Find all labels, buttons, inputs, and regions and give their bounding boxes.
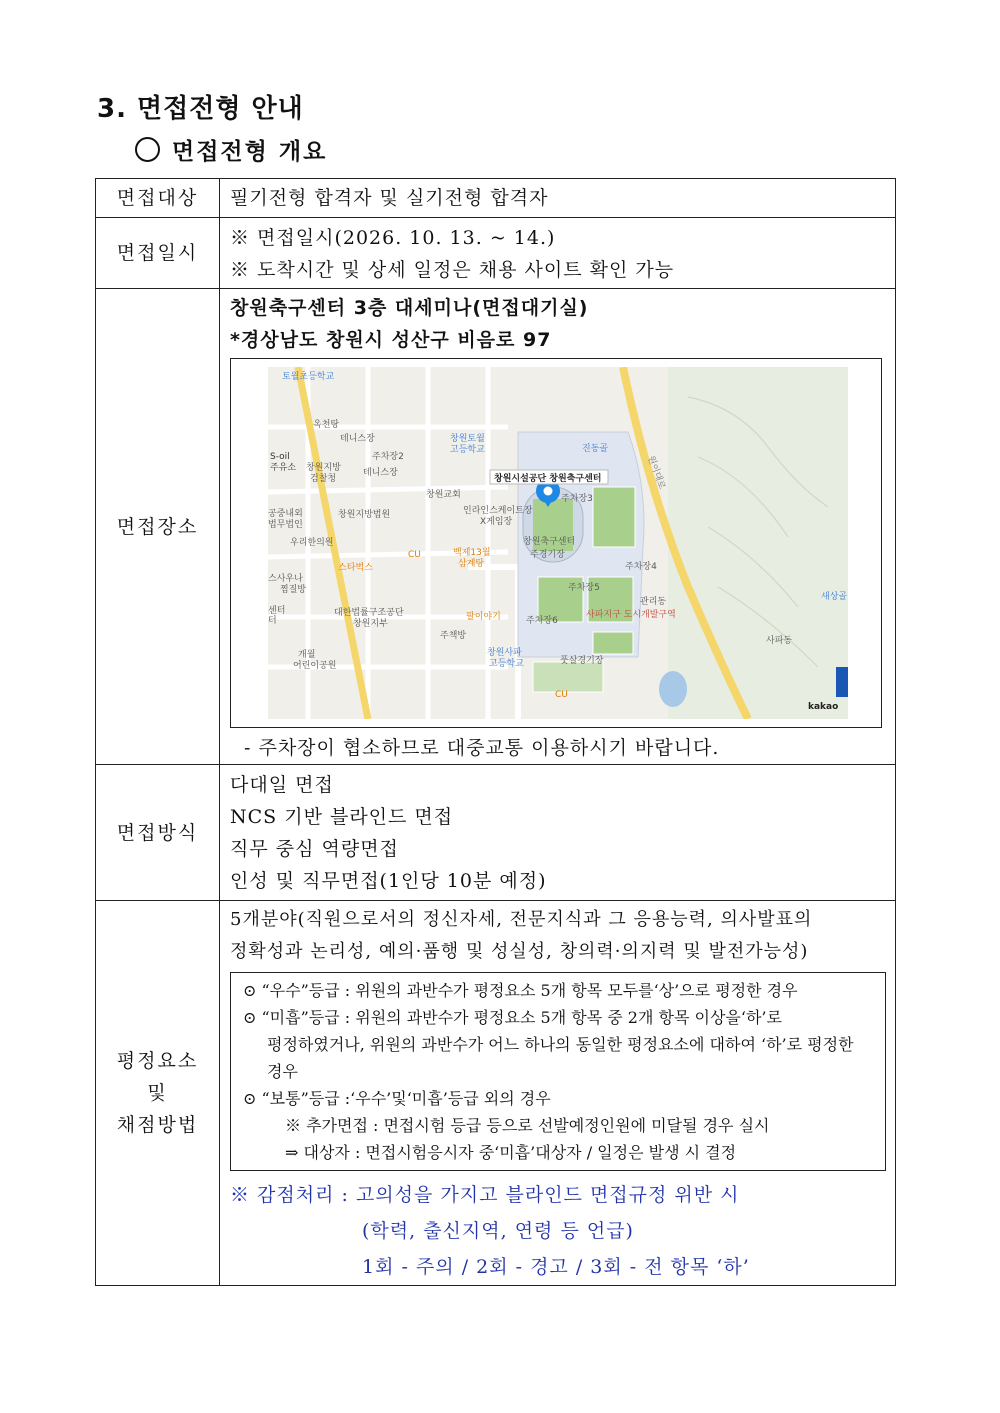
svg-text:사파동: 사파동 <box>766 636 793 646</box>
circle-bullet-icon <box>135 137 160 162</box>
svg-text:주차장6: 주차장6 <box>526 616 558 626</box>
svg-text:테니스장: 테니스장 <box>340 434 375 444</box>
svg-text:찜질방: 찜질방 <box>280 585 307 595</box>
svg-text:CU: CU <box>555 690 568 700</box>
svg-text:팔이야기: 팔이야기 <box>466 612 501 622</box>
svg-text:공중내외: 공중내외 <box>268 509 303 519</box>
row-label-target: 면접대상 <box>96 179 220 218</box>
svg-text:옥천탕: 옥천탕 <box>313 420 340 430</box>
svg-text:법무법인: 법무법인 <box>268 520 303 530</box>
svg-text:검찰청: 검찰청 <box>310 474 337 484</box>
row-label-method: 면접방식 <box>96 765 220 901</box>
svg-text:터: 터 <box>268 616 277 626</box>
penalty-line-1: ※ 감점처리 : 고의성을 가지고 블라인드 면접규정 위반 시 <box>230 1184 740 1206</box>
svg-text:테니스장: 테니스장 <box>363 468 398 478</box>
eval-label-line-3: 채점방법 <box>116 1114 199 1136</box>
svg-text:센터: 센터 <box>268 606 286 616</box>
svg-text:주유소: 주유소 <box>270 463 297 473</box>
method-line-2: NCS 기반 블라인드 면접 <box>230 806 454 828</box>
venue-name: 창원축구센터 3층 대세미나(면접대기실) <box>230 297 589 319</box>
row-value-eval <box>220 901 896 1286</box>
row-label-place: 면접장소 <box>96 289 220 765</box>
eval-label-line-1: 평정요소 <box>116 1050 199 1072</box>
grading-criteria-box <box>230 972 886 1171</box>
row-value-place <box>220 289 896 765</box>
target-value: 필기전형 합격자 및 실기전형 합격자 <box>230 187 549 209</box>
svg-text:삼계탕: 삼계탕 <box>458 559 485 569</box>
svg-text:사파지구 도시개발구역: 사파지구 도시개발구역 <box>586 610 676 620</box>
interview-overview-table <box>95 178 896 1286</box>
svg-text:진동골: 진동골 <box>582 444 609 454</box>
row-label-date: 면접일시 <box>96 218 220 289</box>
svg-text:새상골: 새상골 <box>821 592 848 602</box>
svg-text:창원축구센터: 창원축구센터 <box>523 537 576 547</box>
criteria-normal: ⊙ “보통”등급 :‘우수’및‘미흡’등급 외의 경우 <box>243 1089 551 1108</box>
penalty-line-2: (학력, 출신지역, 연령 등 언급) <box>362 1220 634 1242</box>
svg-text:주차장4: 주차장4 <box>625 562 657 572</box>
criteria-poor: ⊙ “미흡”등급 : 위원의 과반수가 평정요소 5개 항목 중 2개 항목 이상을‘하’로 <box>243 1008 782 1027</box>
location-map[interactable] <box>230 358 882 728</box>
svg-text:창원교회: 창원교회 <box>426 490 461 500</box>
svg-text:CU: CU <box>408 550 421 560</box>
svg-text:어린이공원: 어린이공원 <box>293 661 337 671</box>
svg-text:원이대로: 원이대로 <box>645 454 667 491</box>
criteria-poor-cont: 평정하였거나, 위원의 과반수가 어느 하나의 동일한 평정요소에 대하여 ‘하’로 평정한 <box>267 1035 854 1054</box>
svg-text:인라인스케이트장: 인라인스케이트장 <box>463 506 533 516</box>
table-row <box>96 765 896 901</box>
svg-text:고등학교: 고등학교 <box>450 445 485 455</box>
method-line-3: 직무 중심 역량면접 <box>230 838 399 860</box>
svg-text:주경기장: 주경기장 <box>530 550 565 560</box>
svg-text:주차장2: 주차장2 <box>372 452 404 462</box>
criteria-additional: ※ 추가면접 : 면접시험 등급 등으로 선발예정인원에 미달될 경우 실시 <box>285 1116 770 1135</box>
row-value-target <box>220 179 896 218</box>
svg-text:창원지방: 창원지방 <box>306 463 341 473</box>
criteria-excellent: ⊙ “우수”등급 : 위원의 과반수가 평정요소 5개 항목 모두를‘상’으로 평정한 경우 <box>243 981 798 1000</box>
table-row <box>96 901 896 1286</box>
svg-text:kakao: kakao <box>808 702 839 712</box>
date-line-1: ※ 면접일시(2026. 10. 13. ~ 14.) <box>230 227 556 249</box>
svg-text:개월: 개월 <box>298 650 316 660</box>
row-label-eval <box>96 901 220 1286</box>
svg-text:스타벅스: 스타벅스 <box>338 563 373 573</box>
svg-text:백제13월: 백제13월 <box>453 548 491 558</box>
table-row <box>96 289 896 765</box>
map-graphic <box>268 367 848 719</box>
method-line-1: 다대일 면접 <box>230 774 334 796</box>
date-line-2: ※ 도착시간 및 상세 일정은 채용 사이트 확인 가능 <box>230 259 675 281</box>
svg-text:대한법률구조공단: 대한법률구조공단 <box>334 608 404 618</box>
svg-text:창원사파: 창원사파 <box>487 648 522 658</box>
svg-text:S-oil: S-oil <box>270 452 290 462</box>
svg-text:스사우나: 스사우나 <box>268 574 303 584</box>
method-line-4: 인성 및 직무면접(1인당 10분 예정) <box>230 870 547 892</box>
svg-text:주책방: 주책방 <box>440 631 467 641</box>
subsection-title-text: 면접전형 개요 <box>172 139 328 165</box>
svg-text:X게임장: X게임장 <box>480 517 513 527</box>
svg-text:관리동: 관리동 <box>640 597 667 607</box>
svg-text:풋살경기장: 풋살경기장 <box>560 656 604 666</box>
eval-intro-1: 5개분야(직원으로서의 정신자세, 전문지식과 그 응용능력, 의사발표의 <box>230 909 813 930</box>
row-value-method <box>220 765 896 901</box>
svg-text:주차장5: 주차장5 <box>568 583 600 593</box>
svg-text:우리한의원: 우리한의원 <box>290 538 334 548</box>
subsection-title <box>135 133 327 166</box>
section-title: 3. 면접전형 안내 <box>97 94 304 124</box>
svg-text:창원지부: 창원지부 <box>353 619 388 629</box>
svg-text:창원시설공단 창원축구센터: 창원시설공단 창원축구센터 <box>494 474 602 484</box>
penalty-section <box>230 1177 895 1285</box>
penalty-line-3: 1회 - 주의 / 2회 - 경고 / 3회 - 전 항목 ‘하’ <box>362 1256 750 1278</box>
criteria-target: ⇒ 대상자 : 면접시험응시자 중‘미흡’대상자 / 일정은 발생 시 결정 <box>285 1143 737 1162</box>
eval-label-line-2: 및 <box>147 1082 168 1104</box>
eval-intro-2: 정확성과 논리성, 예의·품행 및 성실성, 창의력·의지력 및 발전가능성) <box>230 941 809 962</box>
svg-text:창원지방법원: 창원지방법원 <box>338 510 391 520</box>
row-value-date <box>220 218 896 289</box>
svg-text:토월초등학교: 토월초등학교 <box>282 372 335 382</box>
table-row <box>96 179 896 218</box>
table-row <box>96 218 896 289</box>
svg-text:주차장3: 주차장3 <box>561 494 593 504</box>
venue-address: *경상남도 창원시 성산구 비음로 97 <box>230 329 552 351</box>
svg-text:창원토월: 창원토월 <box>450 434 485 444</box>
criteria-poor-cont2: 경우 <box>267 1062 298 1081</box>
svg-text:고등학교: 고등학교 <box>489 659 524 669</box>
parking-note: - 주차장이 협소하므로 대중교통 이용하시기 바랍니다. <box>244 737 720 759</box>
